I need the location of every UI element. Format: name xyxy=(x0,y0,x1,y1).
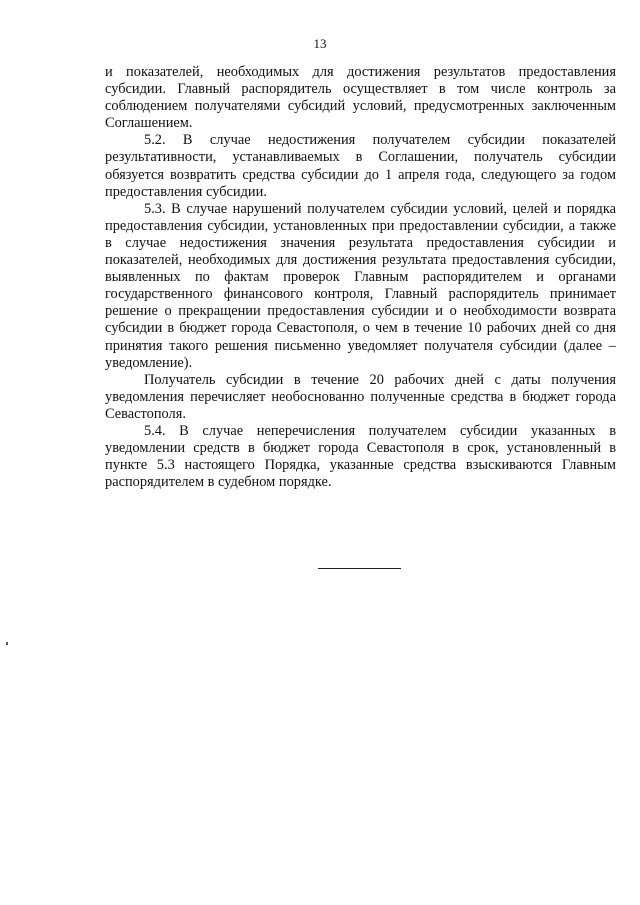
paragraph-continuation: и показателей, необходимых для достижения результатов предоставления субсидии. Главный распорядитель осуществляет в том числе контроль за соблюдением получателями субсидий условий, предусмотренных заключенным Соглашением. xyxy=(105,64,616,132)
paragraph-5-2: 5.2. В случае недостижения получателем субсидии показателей результативности, устанавливаемых в Соглашении, получатель субсидии обязуется возвратить средства субсидии до 1 апреля года, следующего за годом предоставления субсидии. xyxy=(105,132,616,200)
margin-mark xyxy=(6,642,8,645)
paragraph-5-3-refund: Получатель субсидии в течение 20 рабочих дней с даты получения уведомления перечисляет необоснованно полученные средства в бюджет города Севастополя. xyxy=(105,371,616,422)
document-body xyxy=(105,64,616,491)
paragraph-5-4: 5.4. В случае неперечисления получателем субсидии указанных в уведомлении средств в бюджет города Севастополя в срок, установленный в пункте 5.3 настоящего Порядка, указанные средства взыскиваются Главным распорядителем в судебном порядке. xyxy=(105,422,616,491)
page-number: 13 xyxy=(313,36,327,51)
end-of-document-line xyxy=(318,568,401,569)
paragraph-5-3: 5.3. В случае нарушений получателем субсидии условий, целей и порядка предоставления субсидии, установленных при предоставлении субсидии, а также в случае недостижения значения результата предоставления субсидии и показателей, необходимых для достижения результата предоставления субсидии, выявленных по фактам проверок Главным распорядителем и органами государственного финансового контроля, Главный распорядитель принимает решение о прекращении предоставления субсидии и о необходимости возврата субсидии в бюджет города Севастополя, о чем в течение 10 рабочих дней со дня принятия такого решения письменно уведомляет получателя субсидии (далее – уведомление). xyxy=(105,200,616,371)
